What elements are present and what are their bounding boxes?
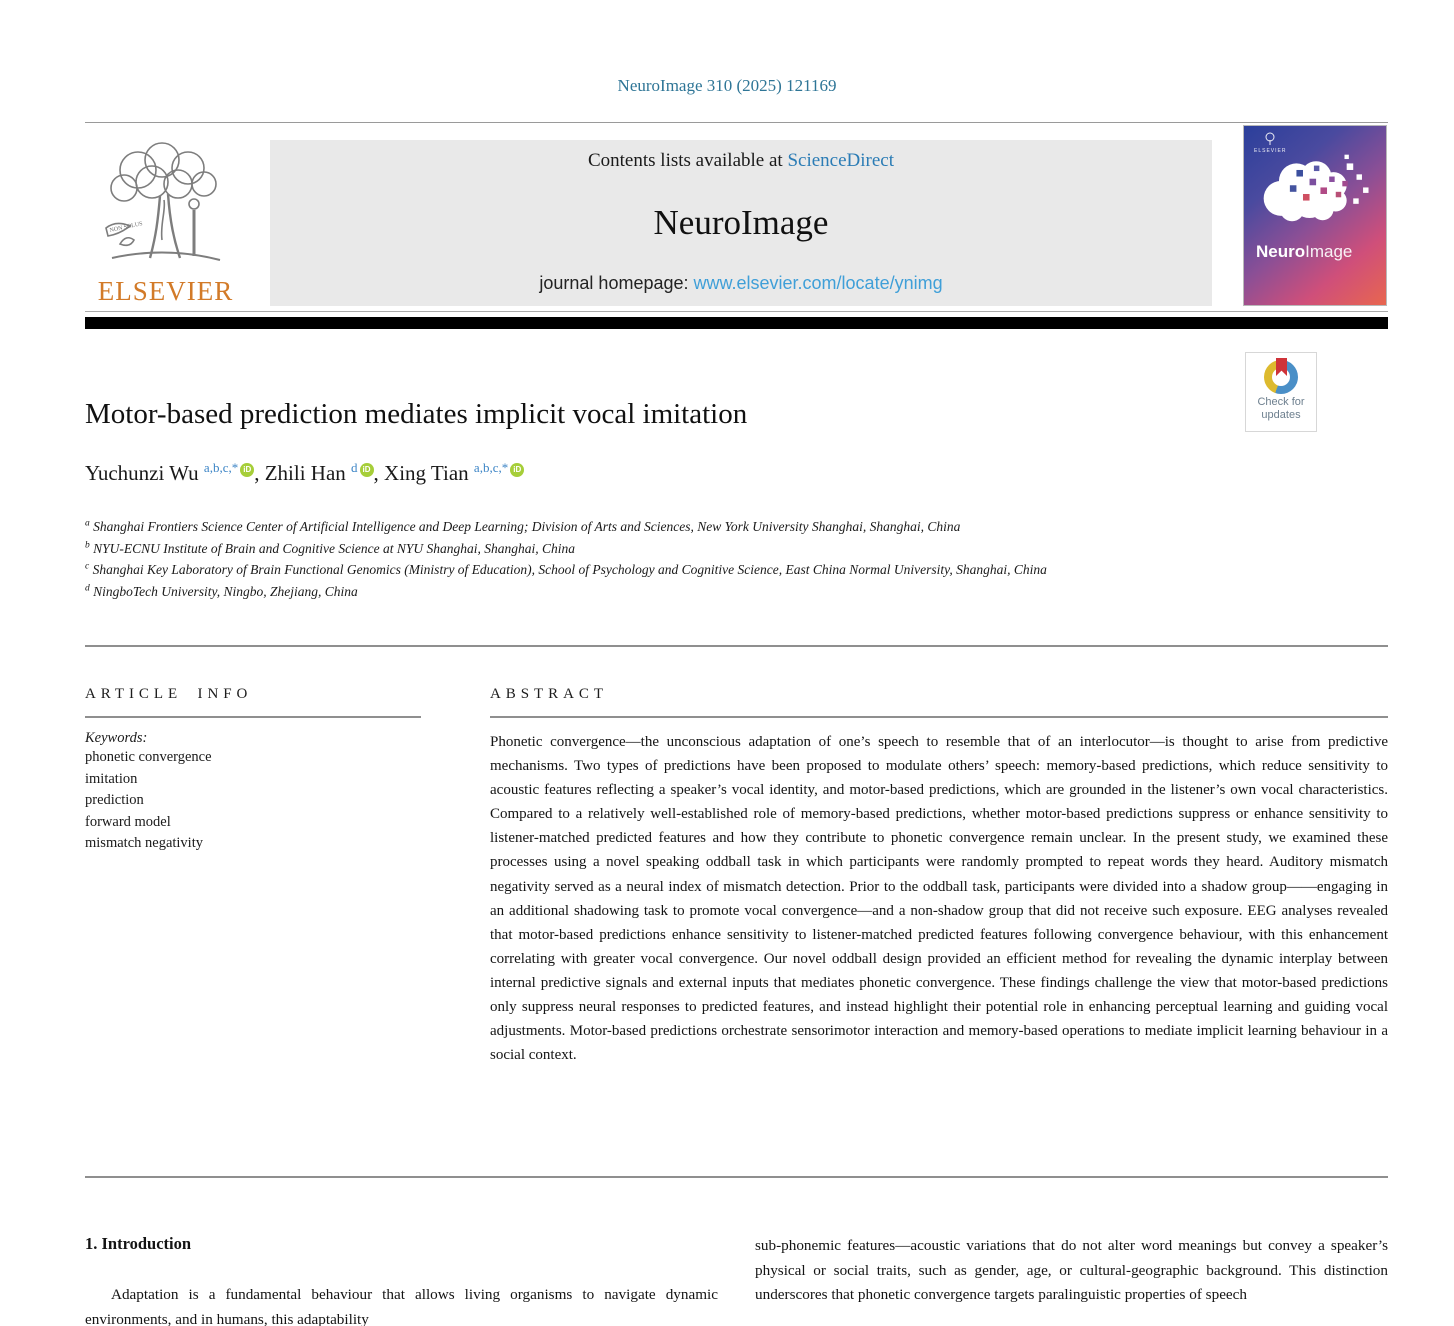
cover-elsevier-text: ELSEVIER xyxy=(1254,148,1287,154)
affiliation-text: NingboTech University, Ningbo, Zhejiang, China xyxy=(89,583,358,599)
affiliations xyxy=(85,516,1245,602)
check-for-updates-badge[interactable] xyxy=(1245,352,1317,432)
abstract-section xyxy=(490,686,1388,1067)
keyword-item: mismatch negativity xyxy=(85,835,203,851)
cover-tree-icon xyxy=(1263,132,1277,146)
elsevier-tree-icon xyxy=(100,140,232,274)
author-separator: , xyxy=(254,461,265,485)
author-affil-sup: a,b,c,* xyxy=(473,460,509,475)
homepage-prefix: journal homepage: xyxy=(539,273,694,293)
elsevier-wordmark: ELSEVIER xyxy=(97,276,234,306)
right-text-column xyxy=(755,1234,1388,1308)
homepage-link[interactable]: www.elsevier.com/locate/ynimg xyxy=(693,273,943,293)
journal-title: NeuroImage xyxy=(653,202,829,242)
orcid-icon[interactable]: iD xyxy=(360,463,374,477)
citation-header[interactable]: NeuroImage 310 (2025) 121169 xyxy=(617,76,837,95)
abstract-underline xyxy=(490,716,1388,718)
svg-text:NON SOLUS: NON SOLUS xyxy=(108,221,143,234)
elsevier-logo xyxy=(88,140,243,308)
keyword-item: phonetic convergence xyxy=(85,749,212,765)
keywords-label: Keywords: xyxy=(85,730,148,746)
contents-prefix: Contents lists available at xyxy=(587,150,788,171)
abstract-text: Phonetic convergence—the unconscious adaptation of one’s speech to resemble that of an interlocutor—is thought to arise from predictive mechanisms. Two types of predictions have been proposed to modulate others’ speech: memory-based predictions, which reduce sensitivity to acoustic features reflecting a speaker’s vocal identity, and motor-based predictions, which are grounded in the listener’s own vocal characteristics. Compared to a relatively well-established role of memory-based predictions, whether motor-based predictions suppress or enhance sensitivity to listener-matched predicted features and how they contribute to phonetic convergence remain unclear. In the present study, we examined these processes using a novel speaking oddball task in which participants were randomly prompted to repeat words they heard. Auditory mismatch negativity served as a neural index of mismatch detection. Prior to the oddball task, participants were divided into a shadow group——engaging in an additional shadowing task to promote vocal convergence—and a non-shadow group that did not receive such exposure. EEG analyses revealed that motor-based predictions enhance sensitivity to listener-matched predicted features following convergence behaviour, with this enhancement correlating with greater vocal convergence. Our novel oddball design provided an efficient method for revealing the dynamic interplay between internal predictive signals and external inputs that mediates phonetic convergence. These findings challenge the view that motor-based predictions only suppress neural responses to predicted features, and instead highlight their potential role in enhancing perceptual learning and guiding vocal adjustments. Motor-based predictions orchestrate sensorimotor interaction and memory-based operations to mediate implicit learning behaviour in a social context. xyxy=(490,734,1388,1064)
introduction-paragraph: Adaptation is a fundamental behaviour that allows living organisms to navigate dynamic environments, and in humans, this adaptability xyxy=(85,1286,718,1326)
article-info-heading: ARTICLE INFO xyxy=(85,686,253,702)
author-affil-sup: d xyxy=(351,460,358,475)
affiliation-text: Shanghai Frontiers Science Center of Artificial Intelligence and Deep Learning; Division of Arts and Sciences, New York University Shanghai, Shanghai, China xyxy=(89,519,961,534)
journal-banner xyxy=(270,140,1212,306)
affiliation-sup: c xyxy=(85,561,90,572)
affiliation-text: Shanghai Key Laboratory of Brain Functional Genomics (Ministry of Education), School of Psychology and Cognitive Science, East China Normal University, Shanghai, China xyxy=(89,562,1047,577)
orcid-icon[interactable]: iD xyxy=(240,463,254,477)
homepage-line xyxy=(539,273,942,294)
journal-cover-thumbnail[interactable] xyxy=(1243,125,1387,306)
author-name: Yuchunzi Wu xyxy=(85,461,199,485)
author-list xyxy=(85,461,524,486)
author-name: Zhili Han xyxy=(264,461,346,485)
article-title: Motor-based prediction mediates implicit vocal imitation xyxy=(85,398,748,430)
affiliation-sup: d xyxy=(85,583,90,593)
black-bar xyxy=(85,317,1388,329)
affiliation-row xyxy=(85,581,1245,603)
intro-column xyxy=(85,1234,718,1326)
affiliation-row xyxy=(85,538,1245,560)
keyword-item: imitation xyxy=(85,770,138,787)
columns-top-divider xyxy=(85,645,1388,647)
top-divider xyxy=(85,122,1388,123)
author-name: Xing Tian xyxy=(384,461,469,485)
check-updates-line2: updates xyxy=(1261,409,1301,421)
cover-brand-neuro: Neuro xyxy=(1256,242,1306,261)
sciencedirect-link[interactable]: ScienceDirect xyxy=(787,150,895,171)
cover-brand xyxy=(1256,242,1352,262)
cover-brand-image: Image xyxy=(1305,242,1353,261)
cover-brain-graphic xyxy=(1244,148,1386,240)
article-info-underline xyxy=(85,716,421,718)
abstract-bottom-divider xyxy=(85,1176,1388,1178)
keyword-item: prediction xyxy=(85,792,144,808)
bookmark-icon xyxy=(1276,358,1287,376)
check-updates-line1: Check for xyxy=(1257,396,1305,408)
author-separator: , xyxy=(373,461,385,485)
keyword-item: forward model xyxy=(85,813,171,830)
affiliation-row xyxy=(85,559,1245,581)
affiliation-sup: b xyxy=(85,540,90,550)
affiliation-sup: a xyxy=(85,518,90,529)
right-column-paragraph: sub-phonemic features—acoustic variations that do not alter word meanings but convey a speaker’s physical or social traits, such as gender, age, or cultural-geographic background. This distinction underscores that phonetic convergence targets paralinguistic properties of speech xyxy=(755,1237,1388,1304)
abstract-heading: ABSTRACT xyxy=(490,686,608,702)
article-info-section xyxy=(85,686,421,855)
crossmark-icon xyxy=(1264,360,1298,394)
header-divider xyxy=(85,311,1388,312)
affiliation-row xyxy=(85,516,1245,538)
affiliation-text: NYU-ECNU Institute of Brain and Cognitive Science at NYU Shanghai, Shanghai, China xyxy=(89,540,575,556)
author-affil-sup: a,b,c,* xyxy=(203,460,239,475)
contents-line xyxy=(588,150,894,172)
introduction-heading: 1. Introduction xyxy=(85,1234,192,1253)
orcid-icon[interactable]: iD xyxy=(510,463,524,477)
